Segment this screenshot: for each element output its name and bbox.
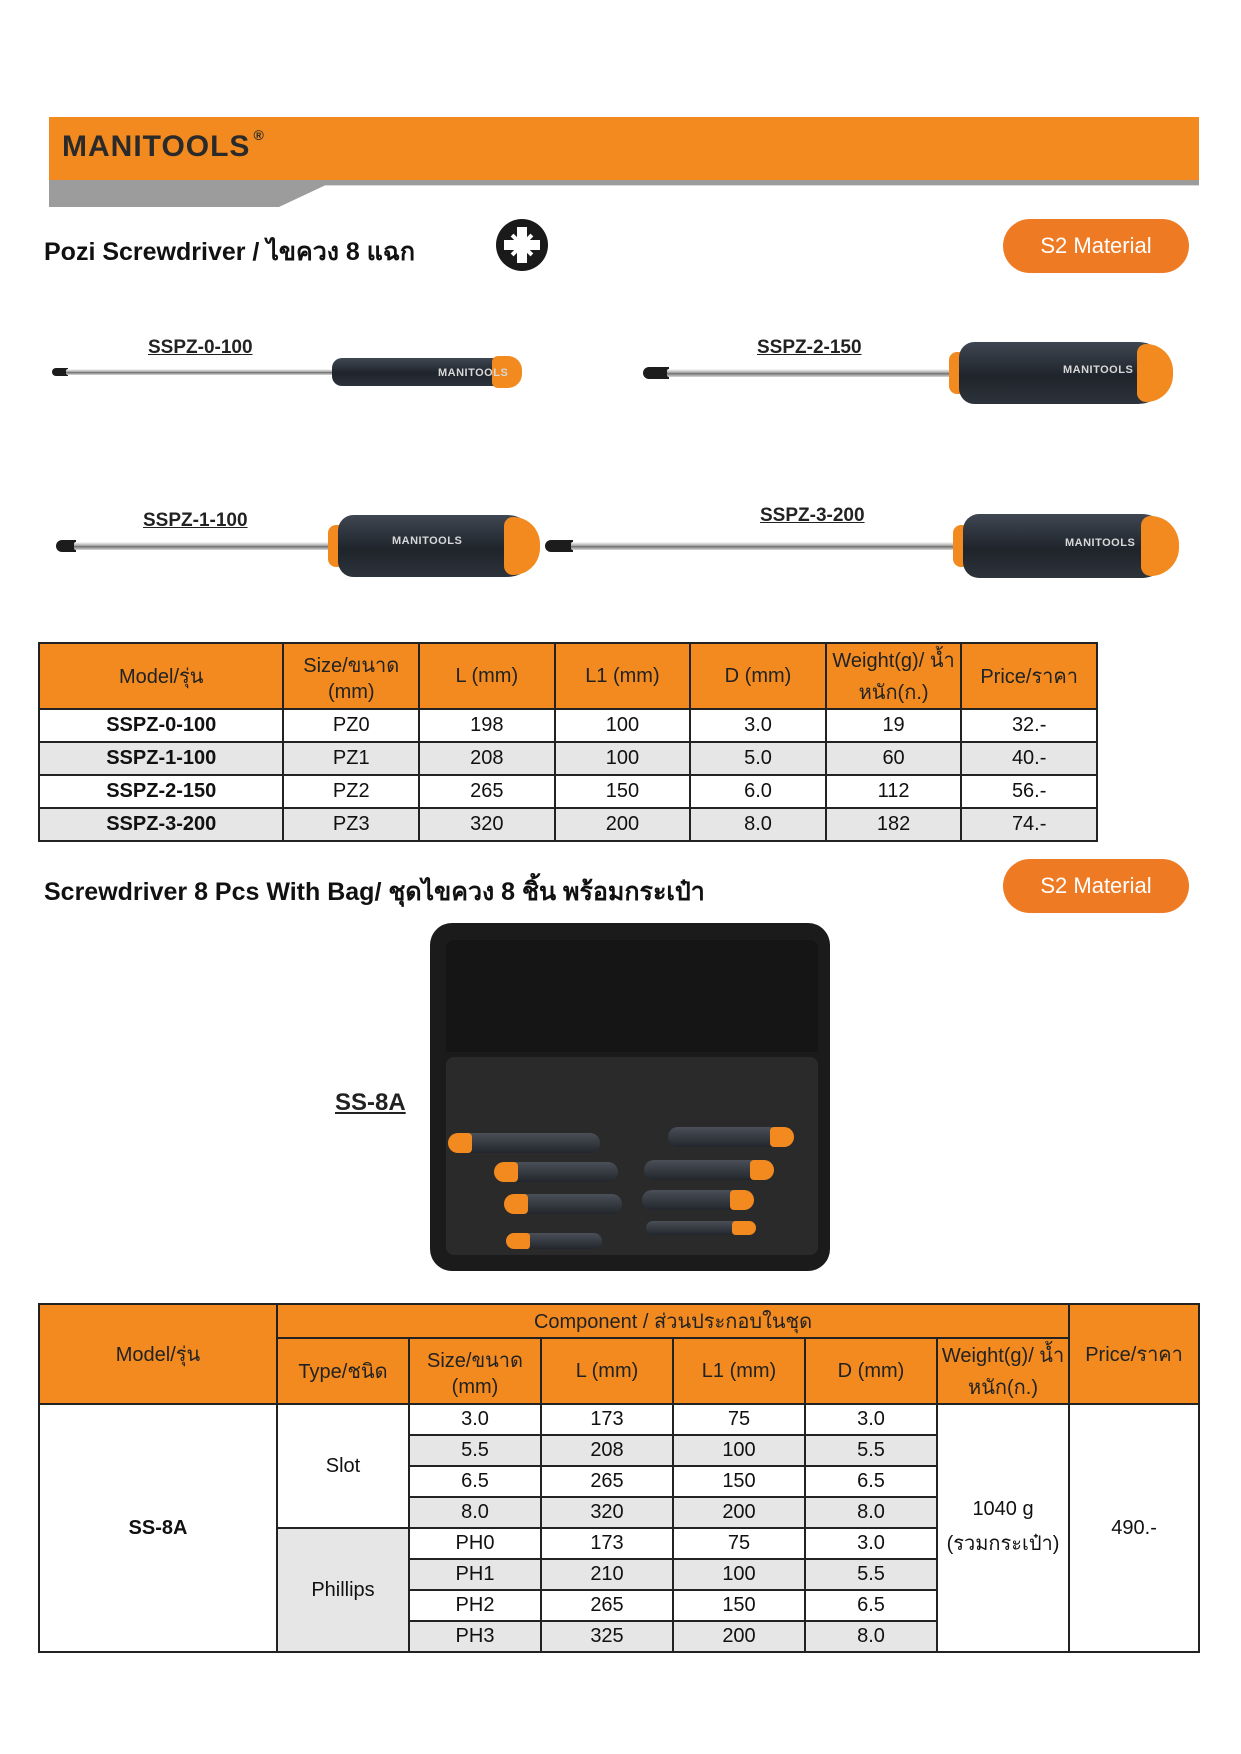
cell-d: 8.0 [805, 1621, 937, 1652]
table-row [39, 742, 1097, 775]
table-header-row [39, 1304, 1199, 1338]
cell-size: 6.5 [409, 1466, 541, 1497]
cell-model: SSPZ-1-100 [39, 742, 283, 775]
cell-l1: 100 [673, 1435, 805, 1466]
cell-l: 320 [541, 1497, 673, 1528]
cell-size: PZ1 [283, 742, 419, 775]
col-header-price: Price/ราคา [1069, 1304, 1199, 1404]
cell-l1: 100 [673, 1559, 805, 1590]
cell-size: 5.5 [409, 1435, 541, 1466]
cell-d: 3.0 [805, 1404, 937, 1435]
col-header-component: Component / ส่วนประกอบในชุด [277, 1304, 1069, 1338]
cell-d: 6.0 [690, 775, 826, 808]
logo-text: MANITOOLS [62, 130, 251, 163]
cell-l1: 100 [555, 742, 691, 775]
product-image-sspz-0-100 [52, 352, 509, 392]
cell-type-phillips: Phillips [277, 1528, 409, 1652]
col-header-d: D (mm) [690, 643, 826, 709]
cell-weight: 60 [826, 742, 962, 775]
cell-d: 8.0 [805, 1497, 937, 1528]
col-header-price: Price/ราคา [961, 643, 1097, 709]
cell-d: 5.5 [805, 1559, 937, 1590]
cell-d: 3.0 [690, 709, 826, 742]
cell-l1: 150 [673, 1590, 805, 1621]
cell-weight: 112 [826, 775, 962, 808]
bag-screwdriver [506, 1233, 602, 1249]
bag-screwdriver [642, 1190, 754, 1210]
cell-l1: 150 [555, 775, 691, 808]
bag-inside [446, 1057, 818, 1255]
cell-size: PH3 [409, 1621, 541, 1652]
table-row [39, 1404, 1199, 1435]
product-label-sspz-3-200: SSPZ-3-200 [760, 505, 865, 526]
col-header-weight: Weight(g)/ น้ำหนัก(ก.) [826, 643, 962, 709]
cell-size: PH2 [409, 1590, 541, 1621]
cell-l: 208 [419, 742, 555, 775]
cell-d: 8.0 [690, 808, 826, 841]
brand-logo [62, 127, 265, 164]
cell-size: PH1 [409, 1559, 541, 1590]
brand-mark: MANITOOLS [438, 367, 509, 379]
product-label-sspz-1-100: SSPZ-1-100 [143, 510, 248, 531]
cell-d: 3.0 [805, 1528, 937, 1559]
cell-weight: 19 [826, 709, 962, 742]
col-header-l1: L1 (mm) [673, 1338, 805, 1404]
col-header-weight: Weight(g)/ น้ำหนัก(ก.) [937, 1338, 1069, 1404]
material-badge: S2 Material [1003, 219, 1189, 273]
bag-lid [446, 940, 818, 1052]
cell-l1: 200 [673, 1621, 805, 1652]
col-header-size: Size/ขนาด (mm) [409, 1338, 541, 1404]
cell-price: 490.- [1069, 1404, 1199, 1652]
bag-screwdriver [494, 1162, 618, 1182]
cell-price: 32.- [961, 709, 1097, 742]
pozi-spec-table [38, 642, 1098, 842]
product-label-ss-8a: SS-8A [335, 1089, 406, 1116]
cell-l1: 75 [673, 1528, 805, 1559]
cell-l1: 200 [673, 1497, 805, 1528]
cell-l: 198 [419, 709, 555, 742]
cell-size: PZ0 [283, 709, 419, 742]
cell-model: SSPZ-3-200 [39, 808, 283, 841]
col-header-l: L (mm) [541, 1338, 673, 1404]
cell-d: 5.5 [805, 1435, 937, 1466]
cell-l: 325 [541, 1621, 673, 1652]
cell-model: SS-8A [39, 1404, 277, 1652]
product-label-sspz-2-150: SSPZ-2-150 [757, 337, 862, 358]
brand-mark: MANITOOLS [1063, 364, 1134, 376]
header-accent [49, 180, 1199, 207]
cell-model: SSPZ-0-100 [39, 709, 283, 742]
set-spec-table [38, 1303, 1200, 1653]
col-header-model: Model/รุ่น [39, 643, 283, 709]
cell-l: 210 [541, 1559, 673, 1590]
cell-l: 173 [541, 1404, 673, 1435]
cell-l1: 100 [555, 709, 691, 742]
cell-model: SSPZ-2-150 [39, 775, 283, 808]
table-header-row [39, 643, 1097, 709]
weight-note: (รวมกระเป๋า) [946, 1532, 1060, 1555]
cell-l: 320 [419, 808, 555, 841]
col-header-l1: L1 (mm) [555, 643, 691, 709]
cell-size: PZ3 [283, 808, 419, 841]
product-image-sspz-1-100 [56, 511, 526, 581]
cell-type-slot: Slot [277, 1404, 409, 1528]
cell-l1: 150 [673, 1466, 805, 1497]
cell-l: 265 [541, 1466, 673, 1497]
bag-screwdriver [448, 1133, 600, 1153]
product-image-sspz-3-200 [545, 510, 1187, 582]
cell-size: 8.0 [409, 1497, 541, 1528]
cell-weight [937, 1404, 1069, 1652]
cell-l: 173 [541, 1528, 673, 1559]
col-header-d: D (mm) [805, 1338, 937, 1404]
col-header-type: Type/ชนิด [277, 1338, 409, 1404]
bag-screwdriver [668, 1127, 794, 1147]
cell-size: PH0 [409, 1528, 541, 1559]
pozi-section-title: Pozi Screwdriver / ไขควง 8 แฉก [44, 238, 416, 266]
cell-d: 6.5 [805, 1466, 937, 1497]
brand-mark: MANITOOLS [1065, 537, 1136, 549]
brand-mark: MANITOOLS [392, 535, 463, 547]
table-row [39, 709, 1097, 742]
cell-d: 5.0 [690, 742, 826, 775]
col-header-size: Size/ขนาด (mm) [283, 643, 419, 709]
set-section-title: Screwdriver 8 Pcs With Bag/ ชุดไขควง 8 ชิ้น พร้อมกระเป๋า [44, 878, 705, 906]
pozi-cross-icon [496, 219, 548, 271]
cell-size: 3.0 [409, 1404, 541, 1435]
logo-registered: ® [253, 127, 265, 143]
cell-price: 56.- [961, 775, 1097, 808]
cell-l1: 200 [555, 808, 691, 841]
cell-l: 265 [419, 775, 555, 808]
cell-price: 74.- [961, 808, 1097, 841]
product-image-sspz-2-150 [643, 338, 1185, 408]
col-header-l: L (mm) [419, 643, 555, 709]
bag-screwdriver [504, 1194, 622, 1214]
table-row [39, 808, 1097, 841]
material-badge: S2 Material [1003, 859, 1189, 913]
col-header-model: Model/รุ่น [39, 1304, 277, 1404]
cell-l1: 75 [673, 1404, 805, 1435]
cell-l: 208 [541, 1435, 673, 1466]
bag-screwdriver [646, 1221, 756, 1235]
cell-d: 6.5 [805, 1590, 937, 1621]
bag-screwdriver [644, 1160, 774, 1180]
product-label-sspz-0-100: SSPZ-0-100 [148, 337, 253, 358]
cell-l: 265 [541, 1590, 673, 1621]
cell-weight: 182 [826, 808, 962, 841]
cell-price: 40.- [961, 742, 1097, 775]
table-row [39, 775, 1097, 808]
cell-size: PZ2 [283, 775, 419, 808]
weight-value: 1040 g [972, 1497, 1034, 1520]
